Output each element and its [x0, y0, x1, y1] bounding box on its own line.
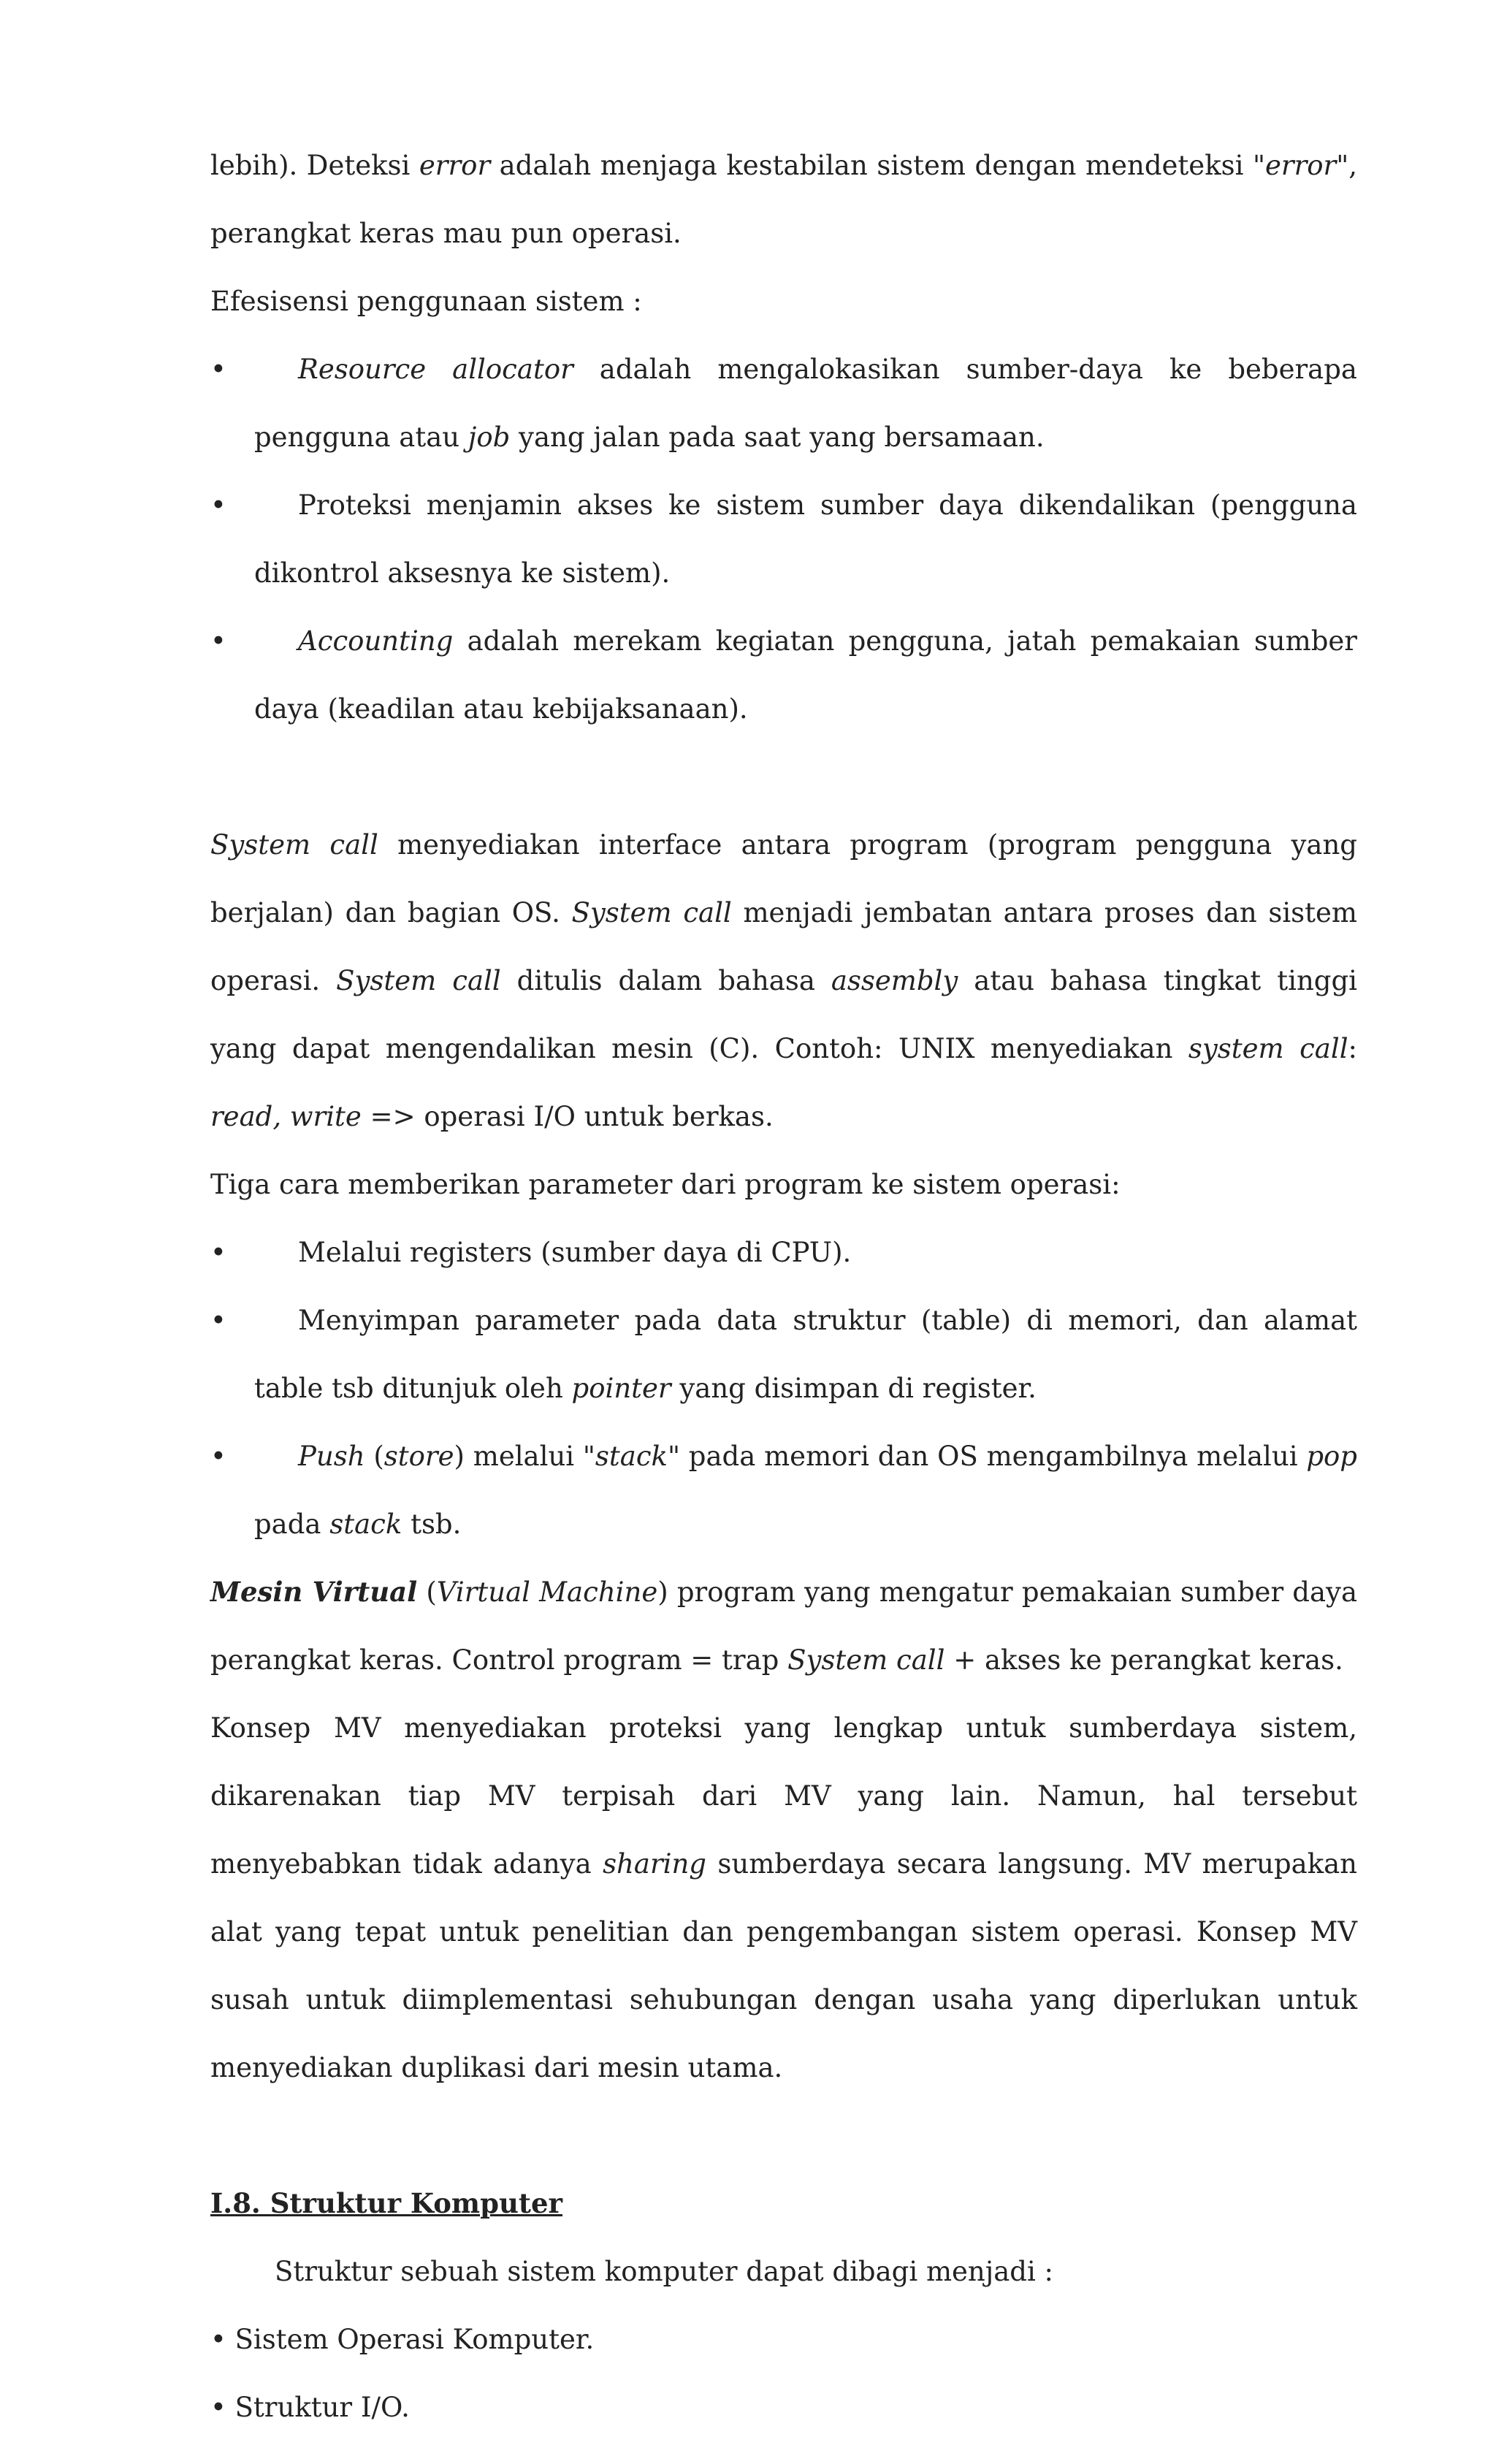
bullet-data-struktur: • Menyimpan parameter pada data struktur (table) di memori, dan alamat table tsb ditunjuk oleh pointer yang disimpan di register.	[210, 1286, 1357, 1422]
parameter-label: Tiga cara memberikan parameter dari program ke sistem operasi:	[210, 1169, 1121, 1200]
paragraph-system-call: System call menyediakan interface antara program (program pengguna yang berjalan) dan bagian OS. System call menjadi jembatan antara proses dan sistem operasi. System call ditulis dalam bahasa assembly atau bahasa tingkat tinggi yang dapat mengendalikan mesin (C). Contoh: UNIX menyediakan system call: read, write => operasi I/O untuk berkas.	[210, 829, 1357, 1132]
bullet-resource-allocator: • Resource allocator adalah mengalokasikan sumber-daya ke beberapa pengguna atau job yang jalan pada saat yang bersamaan.	[210, 335, 1357, 471]
bullet-accounting: • Accounting adalah merekam kegiatan pengguna, jatah pemakaian sumber daya (keadilan atau kebijaksanaan).	[210, 607, 1357, 743]
efisiensi-label: Efesisensi penggunaan sistem :	[210, 286, 642, 317]
section-intro: Struktur sebuah sistem komputer dapat dibagi menjadi :	[275, 2256, 1054, 2287]
list-item-sistem-operasi: • Sistem Operasi Komputer.	[210, 2324, 595, 2355]
paragraph-konsep-mv: Konsep MV menyediakan proteksi yang lengkap untuk sumberdaya sistem, dikarenakan tiap MV terpisah dari MV yang lain. Namun, hal tersebut menyebabkan tidak adanya sharing sumberdaya secara langsung. MV merupakan alat yang tepat untuk penelitian dan pengembangan sistem operasi. Konsep MV susah untuk diimplementasi sehubungan dengan usaha yang diperlukan untuk menyediakan duplikasi dari mesin utama.	[210, 1712, 1357, 2083]
paragraph-mesin-virtual: Mesin Virtual (Virtual Machine) program yang mengatur pemakaian sumber daya perangkat keras. Control program = trap System call + akses ke perangkat keras.	[210, 1576, 1358, 1676]
section-heading: I.8. Struktur Komputer	[210, 2187, 562, 2219]
paragraph-deteksi-error: lebih). Deteksi error adalah menjaga kestabilan sistem dengan mendeteksi "error", perangkat keras mau pun operasi.	[210, 150, 1357, 249]
bullet-registers: • Melalui registers (sumber daya di CPU).	[210, 1218, 1357, 1286]
bullet-proteksi: • Proteksi menjamin akses ke sistem sumber daya dikendalikan (pengguna dikontrol aksesnya ke sistem).	[210, 471, 1357, 607]
section-gap	[210, 2102, 1357, 2170]
list-item-struktur-io: • Struktur I/O.	[210, 2392, 410, 2423]
paragraph-gap	[210, 743, 1357, 811]
bullet-push-stack: • Push (store) melalui "stack" pada memori dan OS mengambilnya melalui pop pada stack tsb.	[210, 1422, 1357, 1558]
